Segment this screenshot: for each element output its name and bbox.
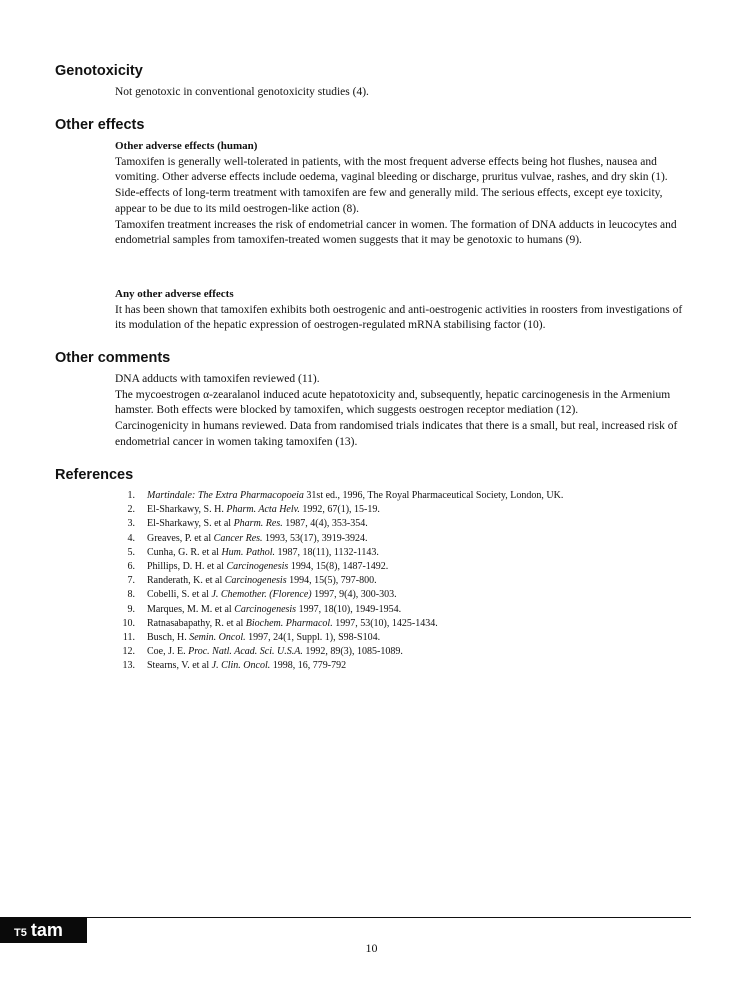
reference-item — [115, 546, 563, 560]
reference-number: 4. — [127, 532, 135, 544]
reference-journal: Carcinogenesis — [234, 603, 297, 615]
section-heading-references: References — [55, 467, 134, 483]
reference-number: 9. — [127, 603, 135, 615]
paragraph: Carcinogenicity in humans reviewed. Data from randomised trials indicates that there is a small, but real, increased risk of endometrial cancer in women taking tamoxifen (13). — [115, 420, 678, 448]
paragraph: The mycoestrogen α-zearalanol induced acute hepatotoxicity and, subsequently, hepatic carcinogenesis in the Armenium hamster. Both effects were blocked by tamoxifen, which suggests oestrogen receptor mediation (12). — [115, 388, 671, 417]
reference-item — [115, 631, 563, 645]
reference-number: 1. — [127, 490, 135, 501]
paragraph: Side-effects of long-term treatment with tamoxifen are few and generally mild. The serious effects, except eye toxicity, appear to be due to its mild oestrogen-like action (8). — [115, 187, 663, 215]
reference-journal: Biochem. Pharmacol. — [245, 617, 333, 629]
reference-authors: Coe, J. E. — [147, 646, 189, 658]
reference-authors: El-Sharkawy, S. H. — [147, 504, 227, 516]
reference-item — [115, 603, 563, 617]
reference-details: 1997, 24(1, Suppl. 1), S98-S104. — [245, 632, 381, 644]
paragraph: Tamoxifen is generally well-tolerated in patients, with the most frequent adverse effects being hot flushes, nausea and vomiting. Other adverse effects include oedema, vaginal bleeding or discharge, pruritus vulvae, rashes, and dry skin (1). — [115, 155, 668, 184]
reference-number: 7. — [127, 575, 135, 587]
reference-number: 11. — [122, 632, 135, 644]
reference-number: 6. — [127, 561, 135, 573]
reference-journal: Semin. Oncol. — [189, 632, 246, 644]
reference-journal: Pharm. Res. — [233, 518, 283, 530]
reference-authors: Greaves, P. et al — [147, 532, 214, 544]
reference-authors: Busch, H. — [147, 632, 190, 644]
reference-authors: Phillips, D. H. et al — [147, 561, 227, 573]
reference-number: 5. — [127, 546, 135, 558]
references-list — [115, 489, 563, 674]
reference-details: 1987, 18(11), 1132-1143. — [275, 546, 379, 558]
reference-details: 1997, 18(10), 1949-1954. — [296, 603, 402, 615]
reference-authors: El-Sharkawy, S. et al — [147, 518, 234, 530]
footer-badge-prefix: T5 — [14, 927, 27, 939]
reference-item — [115, 617, 563, 631]
subheading-human-adverse-effects: Other adverse effects (human) — [115, 140, 258, 152]
reference-authors: Randerath, K. et al — [147, 575, 225, 587]
reference-journal: Proc. Natl. Acad. Sci. U.S.A. — [188, 646, 303, 658]
paragraph: It has been shown that tamoxifen exhibits both oestrogenic and anti-oestrogenic activities in roosters from investigations of its modulation of the hepatic expression of oestrogen-regulated mRNA stabilising factor (10). — [115, 303, 683, 332]
paragraph: Tamoxifen treatment increases the risk of endometrial cancer in women. The formation of DNA adducts in leucocytes and endometrial samples from tamoxifen-treated women suggests that it may be genotoxic to humans (9). — [115, 218, 677, 247]
reference-item — [115, 645, 563, 659]
reference-details: 1997, 53(10), 1425-1434. — [332, 617, 438, 629]
footer-badge-word: tam — [30, 920, 63, 940]
reference-journal: Cancer Res. — [213, 532, 263, 544]
reference-details: 1994, 15(5), 797-800. — [286, 575, 377, 587]
reference-authors: Cobelli, S. et al — [147, 589, 212, 601]
reference-journal: Martindale: The Extra Pharmacopoeia — [147, 490, 304, 501]
reference-authors: Ratnasabapathy, R. et al — [147, 617, 246, 629]
section-heading-other-comments: Other comments — [55, 350, 171, 366]
reference-authors: Stearns, V. et al — [147, 660, 212, 672]
reference-journal: Hum. Pathol. — [221, 546, 276, 558]
reference-item — [115, 574, 563, 588]
reference-details: 1998, 16, 779-792 — [270, 660, 347, 672]
reference-details: 1997, 9(4), 300-303. — [311, 589, 397, 601]
footer-rule — [87, 917, 691, 918]
section-heading-genotoxicity: Genotoxicity — [55, 63, 143, 79]
reference-details: 31st ed., 1996, The Royal Pharmaceutical Society, London, UK. — [303, 490, 564, 501]
reference-item — [115, 560, 563, 574]
reference-item — [115, 588, 563, 602]
other-effects-human-block — [115, 139, 691, 249]
reference-authors: Marques, M. M. et al — [147, 603, 235, 615]
reference-number: 12. — [122, 646, 135, 658]
genotoxicity-body — [115, 85, 691, 101]
reference-number: 2. — [127, 504, 135, 516]
section-heading-other-effects: Other effects — [55, 117, 145, 133]
page-number: 10 — [365, 941, 378, 955]
reference-item — [115, 489, 563, 503]
reference-details: 1993, 53(17), 3919-3924. — [262, 532, 368, 544]
reference-details: 1992, 67(1), 15-19. — [299, 504, 380, 516]
reference-details: 1994, 15(8), 1487-1492. — [288, 561, 389, 573]
reference-journal: J. Chemother. (Florence) — [211, 589, 312, 601]
other-effects-any-block — [115, 287, 691, 334]
subheading-any-other-adverse-effects: Any other adverse effects — [115, 288, 234, 300]
reference-journal: Carcinogenesis — [226, 561, 289, 573]
reference-item — [115, 503, 563, 517]
other-comments-body — [115, 372, 691, 451]
genotoxicity-text: Not genotoxic in conventional genotoxicity studies (4). — [115, 86, 369, 98]
reference-journal: Pharm. Acta Helv. — [226, 504, 300, 516]
reference-number: 3. — [127, 518, 135, 530]
reference-number: 13. — [122, 660, 135, 672]
reference-item — [115, 659, 563, 673]
reference-number: 8. — [127, 589, 135, 601]
reference-item — [115, 532, 563, 546]
reference-details: 1987, 4(4), 353-354. — [282, 518, 368, 530]
reference-details: 1992, 89(3), 1085-1089. — [302, 646, 403, 658]
reference-journal: Carcinogenesis — [224, 575, 287, 587]
reference-item — [115, 517, 563, 531]
reference-number: 10. — [122, 617, 135, 629]
reference-journal: J. Clin. Oncol. — [211, 660, 271, 672]
reference-authors: Cunha, G. R. et al — [147, 546, 222, 558]
footer-badge — [0, 917, 87, 943]
paragraph: DNA adducts with tamoxifen reviewed (11). — [115, 373, 320, 385]
